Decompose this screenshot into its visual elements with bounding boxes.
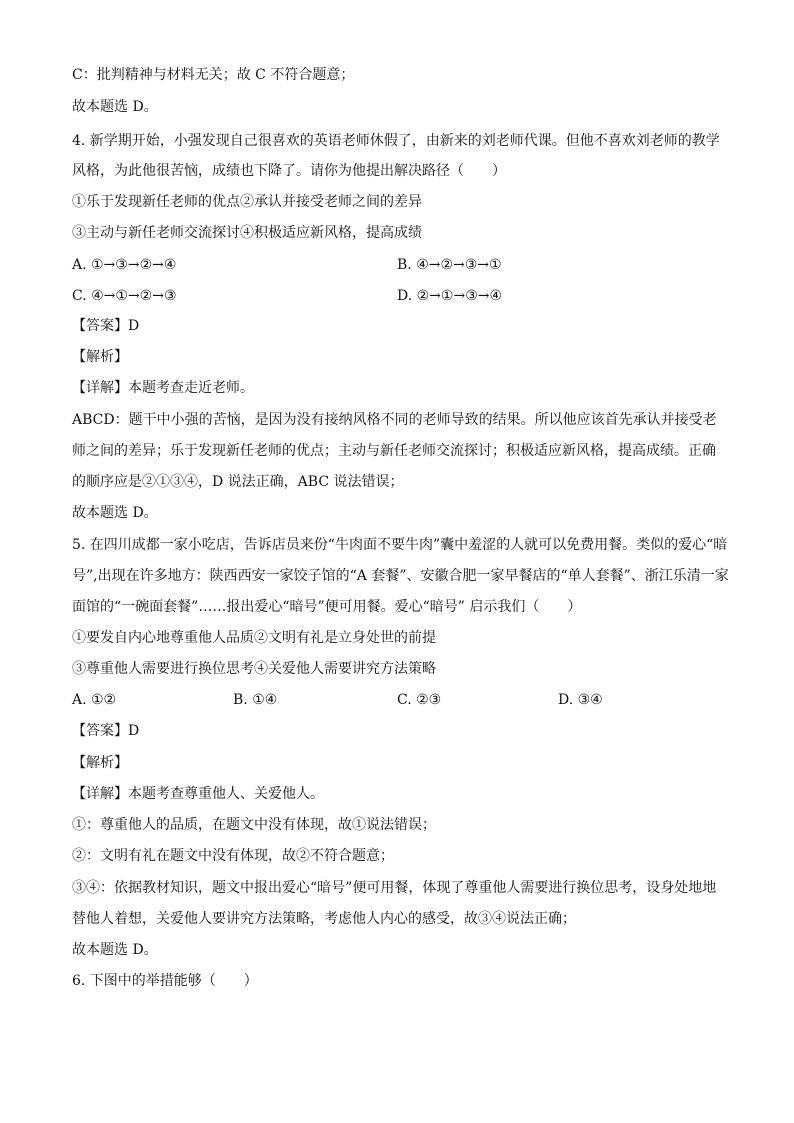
q4-option-b: B. ④→②→③→①: [397, 257, 502, 273]
text-line: 故本题选 D。: [72, 99, 158, 115]
q4-explanation: ABCD：题干中小强的苦恼，是因为没有接纳风格不同的老师导致的结果。所以他应该首先承认并接受老: [72, 412, 717, 428]
q5-conclusion: 故本题选 D。: [72, 942, 158, 958]
q4-answer: 【答案】D: [72, 318, 140, 334]
q5-option-c: C. ②③: [397, 692, 442, 708]
question-5-stem: 号”,出现在许多地方：陕西西安一家饺子馆的“A 套餐”、安徽合肥一家早餐店的“单人套餐”、浙江乐清一家: [72, 568, 729, 584]
q5-option-d: D. ③④: [558, 692, 603, 708]
q4-conclusion: 故本题选 D。: [72, 505, 158, 521]
q5-explanation: 替他人着想，关爱他人要讲究方法策略，考虑他人内心的感受，故③④说法正确；: [72, 911, 576, 927]
q4-option-c: C. ④→①→②→③: [72, 288, 177, 304]
q5-detail: 【详解】本题考查尊重他人、关爱他人。: [72, 786, 324, 802]
question-4-statement: ①乐于发现新任老师的优点②承认并接受老师之间的差异: [72, 194, 422, 210]
q5-explanation: ②：文明有礼在题文中没有体现，故②不符合题意；: [72, 848, 394, 864]
question-5-stem: 5. 在四川成都一家小吃店，告诉店员来份“牛肉面不要牛肉”囊中羞涩的人就可以免费用餐。类似的爱心“暗: [72, 537, 728, 553]
question-4-stem: 风格，为此他很苦恼，成绩也下降了。请你为他提出解决路径（ ）: [72, 163, 506, 179]
q4-explanation: 师之间的差异；乐于发现新任老师的优点；主动与新任老师交流探讨；积极适应新风格，提高成绩。正确: [72, 443, 716, 459]
q4-detail: 【详解】本题考查走近老师。: [72, 380, 254, 396]
q4-option-d: D. ②→①→③→④: [397, 288, 503, 304]
question-4-statement: ③主动与新任老师交流探讨④积极适应新风格，提高成绩: [72, 225, 422, 241]
text-line: C：批判精神与材料无关；故 C 不符合题意；: [72, 67, 355, 83]
question-5-statement: ①要发自内心地尊重他人品质②文明有礼是立身处世的前提: [72, 630, 436, 646]
question-5-stem: 面馆的“一碗面套餐”……报出爱心“暗号”便可用餐。爱心“暗号” 启示我们（ ）: [72, 599, 582, 615]
question-5-statement: ③尊重他人需要进行换位思考④关爱他人需要讲究方法策略: [72, 661, 436, 677]
q5-explanation: ①：尊重他人的品质，在题文中没有体现，故①说法错误；: [72, 817, 436, 833]
q4-option-a: A. ①→③→②→④: [72, 257, 177, 273]
q4-explanation: 的顺序应是②①③④，D 说法正确，ABC 说法错误；: [72, 474, 404, 490]
question-6-stem: 6. 下图中的举措能够（ ）: [72, 973, 258, 989]
q5-explanation: ③④：依据教材知识，题文中报出爱心“暗号”便可用餐，体现了尊重他人需要进行换位思考，设身处地地: [72, 880, 717, 896]
question-4-stem: 4. 新学期开始，小强发现自己很喜欢的英语老师休假了，由新来的刘老师代课。但他不喜欢刘老师的教学: [72, 133, 720, 149]
q5-answer: 【答案】D: [72, 723, 140, 739]
q5-option-b: B. ①④: [233, 692, 278, 708]
q5-option-a: A. ①②: [72, 692, 117, 708]
q5-analysis-heading: 【解析】: [72, 755, 128, 771]
q4-analysis-heading: 【解析】: [72, 349, 128, 365]
